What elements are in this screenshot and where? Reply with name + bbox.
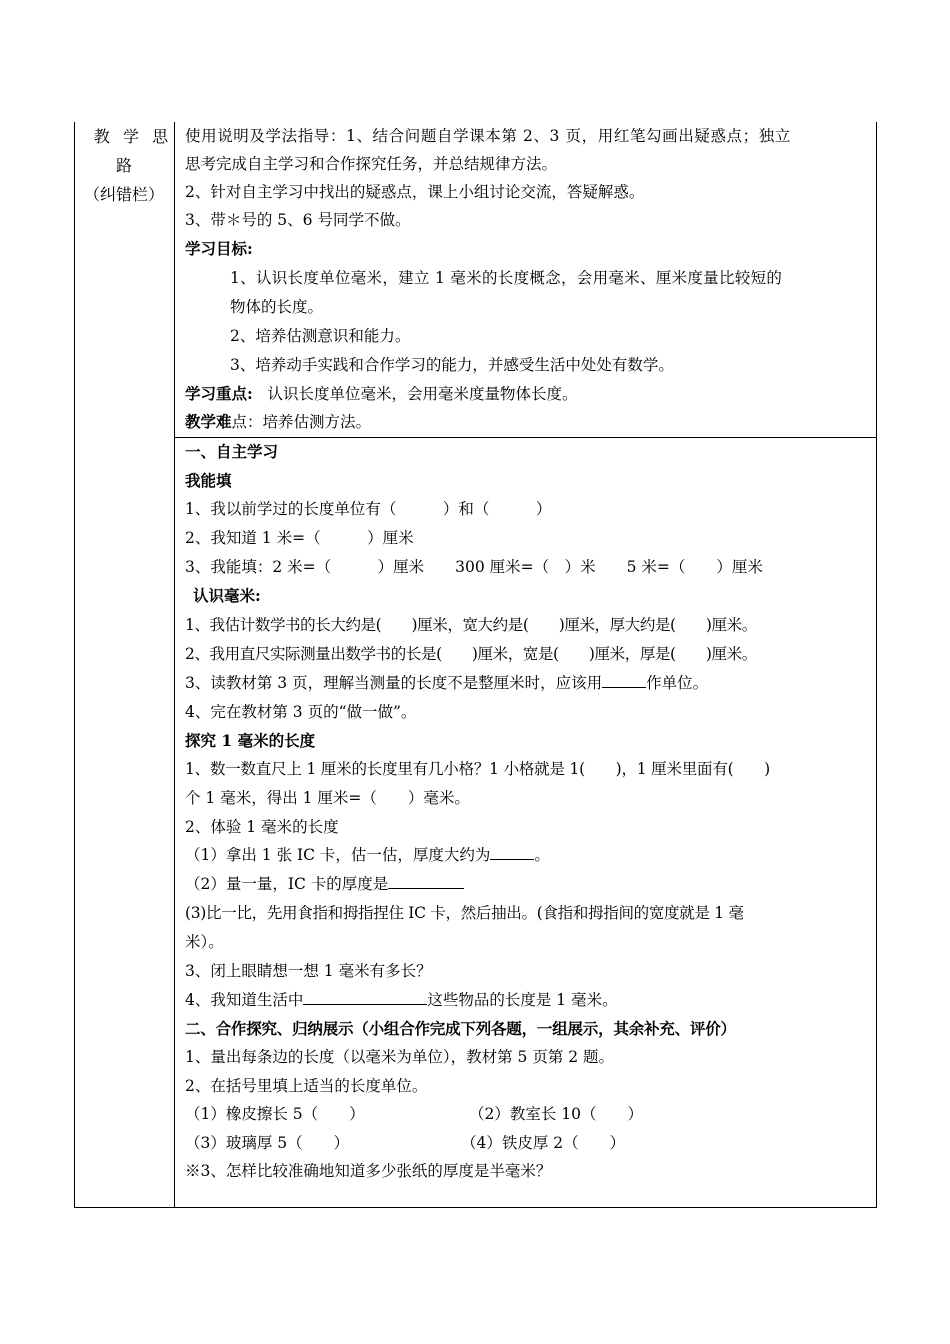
- key-point-label: 学习重点:: [185, 384, 253, 403]
- mm-q3: [185, 672, 708, 694]
- key-point-text: 认识长度单位毫米，会用毫米度量物体长度。: [267, 385, 578, 403]
- explore-q4-text: 4、我知道生活中: [185, 991, 304, 1009]
- coop-q1: 1、量出每条边的长度（以毫米为单位），教材第 5 页第 2 题。: [185, 1048, 615, 1066]
- answer-blank: [490, 845, 534, 860]
- goal2: 2、培养估测意识和能力。: [230, 327, 411, 345]
- explore-q2-1-suffix: 。: [534, 846, 550, 864]
- mm-q4: 4、完在教材第 3 页的“做一做”。: [185, 703, 417, 721]
- table-left-border: [74, 122, 75, 1208]
- coop-q2: 2、在括号里填上适当的长度单位。: [185, 1077, 428, 1095]
- instructions-line2: 思考完成自主学习和合作探究任务，并总结规律方法。: [185, 155, 558, 173]
- coop-q2-1: （1）橡皮擦长 5（ ）: [185, 1105, 365, 1123]
- answer-blank: [602, 673, 646, 688]
- difficulty: [185, 411, 371, 433]
- explore-q1-line1: 1、数一数直尺上 1 厘米的长度里有几小格？1 小格就是 1( )，1 厘米里面有( ): [185, 760, 770, 778]
- answer-blank: [388, 874, 464, 889]
- explore-title: 探究 1 毫米的长度: [185, 731, 316, 750]
- lesson-table: [74, 122, 876, 1208]
- coop-q2-3: （3）玻璃厚 5（ ）: [185, 1134, 350, 1152]
- explore-q4: [185, 989, 618, 1011]
- instructions-line3: 2、针对自主学习中找出的疑惑点，课上小组讨论交流，答疑解惑。: [185, 183, 645, 201]
- goal1-line2: 物体的长度。: [230, 298, 324, 316]
- answer-blank: [303, 990, 427, 1005]
- left-label-line2: 路: [115, 156, 132, 175]
- mm-q3-suffix: 作单位。: [646, 674, 709, 692]
- explore-q2-1: [185, 844, 550, 866]
- column-divider: [174, 122, 175, 1208]
- mm-q1: 1、我估计数学书的长大约是( )厘米，宽大约是( )厘米，厚大约是( )厘米。: [185, 616, 757, 634]
- key-point: [185, 383, 578, 405]
- difficulty-text: 点：培养估测方法。: [231, 413, 372, 431]
- difficulty-label: 教学难: [185, 412, 232, 431]
- fill-q1: 1、我以前学过的长度单位有（ ）和（ ）: [185, 500, 552, 518]
- left-column-label: [74, 122, 174, 209]
- section2-title: 二、合作探究、归纳展示（小组合作完成下列各题，一组展示，其余补充、评价）: [185, 1019, 736, 1038]
- explore-q4-suffix: 这些物品的长度是 1 毫米。: [427, 991, 618, 1009]
- mm-q2: 2、我用直尺实际测量出数学书的长是( )厘米，宽是( )厘米，厚是( )厘米。: [185, 645, 757, 663]
- mm-q3-text: 3、读教材第 3 页，理解当测量的长度不是整厘米时，应该用: [185, 674, 603, 692]
- explore-q2-2: [185, 873, 464, 895]
- mm-title: 认识毫米:: [193, 586, 261, 605]
- goals-title: 学习目标:: [185, 239, 253, 258]
- explore-q2-3-line2: 米）。: [185, 933, 224, 951]
- coop-q2-2: （2）教室长 10（ ）: [469, 1105, 644, 1123]
- goal3: 3、培养动手实践和合作学习的能力，并感受生活中处处有数学。: [230, 356, 674, 374]
- goal1-line1: 1、认识长度单位毫米，建立 1 毫米的长度概念，会用毫米、厘米度量比较短的: [230, 269, 783, 287]
- explore-q3: 3、闭上眼睛想一想 1 毫米有多长？: [185, 962, 432, 980]
- instructions-line1: 使用说明及学法指导：1、结合问题自学课本第 2、3 页，用红笔勾画出疑惑点；独立: [185, 127, 791, 145]
- explore-q2: 2、体验 1 毫米的长度: [185, 818, 339, 836]
- table-bottom-border: [74, 1207, 876, 1208]
- fill-q3: 3、我能填：2 米=（ ）厘米 300 厘米=（ ）米 5 米=（ ）厘米: [185, 558, 763, 576]
- table-right-border: [876, 122, 877, 1208]
- fill-title: 我能填: [185, 471, 232, 490]
- section1-title: 一、自主学习: [185, 442, 279, 461]
- explore-q1-line2: 个 1 毫米，得出 1 厘米=（ ）毫米。: [185, 789, 470, 807]
- instructions-line4: 3、带＊号的 5、6 号同学不做。: [185, 211, 411, 229]
- coop-q2-4: （4）铁皮厚 2（ ）: [461, 1134, 626, 1152]
- left-label-line1: 教 学 思: [93, 127, 173, 146]
- explore-q2-3-line1: (3)比一比，先用食指和拇指捏住 IC 卡，然后抽出。(食指和拇指间的宽度就是 1 毫: [185, 904, 744, 922]
- coop-q3: ※3、怎样比较准确地知道多少张纸的厚度是半毫米？: [185, 1162, 552, 1180]
- left-label-line3: （纠错栏）: [83, 185, 164, 204]
- explore-q2-2-text: （2）量一量，IC 卡的厚度是: [185, 875, 389, 893]
- fill-q2: 2、我知道 1 米=（ ）厘米: [185, 529, 414, 547]
- row-divider: [174, 437, 876, 438]
- explore-q2-1-text: （1）拿出 1 张 IC 卡，估一估，厚度大约为: [185, 846, 491, 864]
